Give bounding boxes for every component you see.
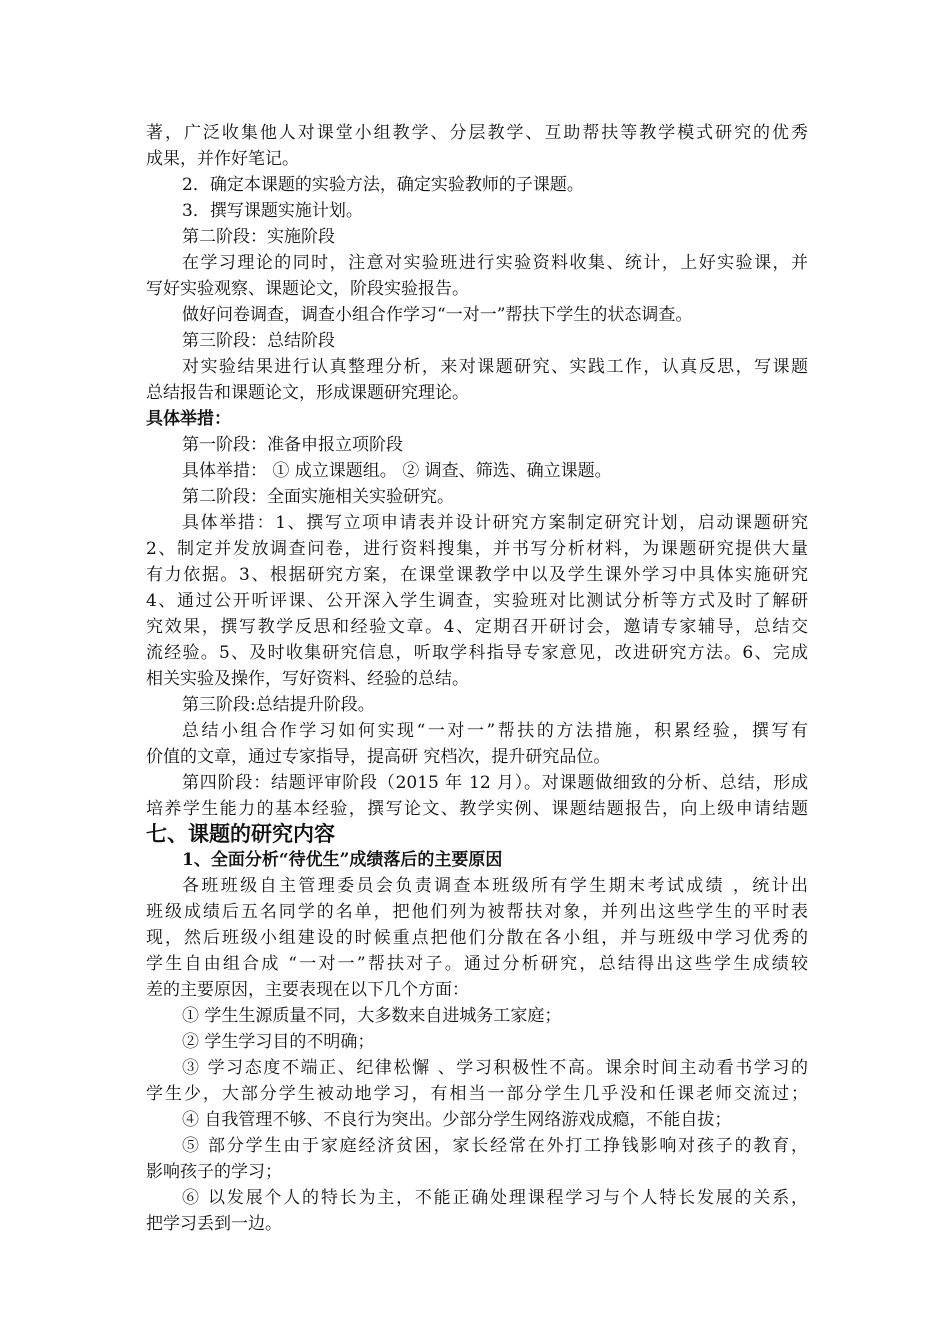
paragraph-line: 班级成绩后五名同学的名单，把他们列为被帮扶对象，并列出这些学生的平时表	[146, 902, 808, 922]
measures-heading: 具体举措：	[146, 409, 231, 429]
paragraph-line: 4、通过公开听评课、公开深入学生调查，实验班对比测试分析等方式及时了解研	[146, 591, 808, 611]
list-item: ④ 自我管理不够、不良行为突出。少部分学生网络游戏成瘾，不能自拔；	[182, 1110, 732, 1130]
paragraph-line: 流经验。5、及时收集研究信息，听取学科指导专家意见，改进研究方法。6、完成	[146, 643, 808, 663]
paragraph-line: 第四阶段：结题评审阶段（2015 年 12 月）。对课题做细致的分析、总结，形成	[182, 773, 808, 793]
paragraph-line: 培养学生能力的基本经验，撰写论文、教学实例、课题结题报告，向上级申请结题	[146, 799, 808, 819]
list-item-continued: 影响孩子的学习；	[146, 1162, 282, 1182]
paragraph-line: 对实验结果进行认真整理分析，来对课题研究、实践工作，认真反思，写课题	[182, 357, 808, 377]
paragraph-line: 做好问卷调查，调查小组合作学习“一对一”帮扶下学生的状态调查。	[182, 305, 693, 325]
paragraph-line: 究效果，撰写教学反思和经验文章。4、定期召开研讨会，邀请专家辅导，总结交	[146, 617, 808, 637]
stage-heading: 第二阶段：全面实施相关实验研究。	[182, 487, 454, 507]
paragraph-line: 成果，并作好笔记。	[146, 149, 299, 169]
paragraph-line: 2、制定并发放调查问卷，进行资料搜集，并书写分析材料，为课题研究提供大量	[146, 539, 808, 559]
stage-heading: 第三阶段:总结提升阶段。	[182, 695, 375, 715]
subsection-heading: 1、全面分析“待优生”成绩落后的主要原因	[182, 850, 503, 870]
stage-heading: 第三阶段：总结阶段	[182, 331, 335, 351]
list-item: ⑥ 以发展个人的特长为主，不能正确处理课程学习与个人特长发展的关系，	[182, 1188, 808, 1208]
paragraph-line: 各班班级自主管理委员会负责调查本班级所有学生期末考试成绩 ，统计出	[182, 876, 808, 896]
stage-heading: 第一阶段：准备申报立项阶段	[182, 435, 403, 455]
paragraph-line: 总结报告和课题论文，形成课题研究理论。	[146, 383, 469, 403]
paragraph-line: 具体举措： ① 成立课题组。 ② 调查、筛选、确立课题。	[182, 461, 612, 481]
list-item-continued: 学生少，大部分学生被动地学习，有相当一部分学生几乎没和任课老师交流过；	[146, 1084, 808, 1104]
section-heading: 七、课题的研究内容	[146, 821, 335, 846]
paragraph-line: 具体举措：1、撰写立项申请表并设计研究方案制定研究计划，启动课题研究	[182, 513, 808, 533]
list-item: ③ 学习态度不端正、纪律松懈 、学习积极性不高。课余时间主动看书学习的	[182, 1058, 808, 1078]
list-item: ⑤ 部分学生由于家庭经济贫困，家长经常在外打工挣钱影响对孩子的教育，	[182, 1136, 808, 1156]
paragraph-line: 学生自由组合成 “一对一”帮扶对子。通过分析研究，总结得出这些学生成绩较	[146, 954, 808, 974]
paragraph-line: 写好实验观察、课题论文，阶段实验报告。	[146, 279, 469, 299]
section-research-content	[146, 873, 808, 1237]
list-item: ② 学生学习目的不明确；	[182, 1032, 375, 1052]
paragraph-line: 相关实验及操作，写好资料、经验的总结。	[146, 669, 469, 689]
paragraph-line: 现，然后班级小组建设的时候重点把他们分散在各小组，并与班级中学习优秀的	[146, 928, 808, 948]
list-item: ① 学生生源质量不同，大多数来自进城务工家庭；	[182, 1006, 562, 1026]
section-plan	[146, 120, 808, 822]
stage-heading: 第二阶段：实施阶段	[182, 227, 335, 247]
paragraph-line: 在学习理论的同时，注意对实验班进行实验资料收集、统计，上好实验课，并	[182, 253, 808, 273]
paragraph-line: 有力依据。3、根据研究方案，在课堂课教学中以及学生课外学习中具体实施研究	[146, 565, 808, 585]
paragraph-line: 3．撰写课题实施计划。	[182, 201, 363, 221]
list-item-continued: 把学习丢到一边。	[146, 1214, 282, 1234]
paragraph-line: 差的主要原因，主要表现在以下几个方面：	[146, 980, 469, 1000]
paragraph-line: 2．确定本课题的实验方法，确定实验教师的子课题。	[182, 175, 584, 195]
paragraph-line: 总结小组合作学习如何实现“一对一”帮扶的方法措施，积累经验，撰写有	[182, 721, 808, 741]
paragraph-line: 著，广泛收集他人对课堂小组教学、分层教学、互助帮扶等教学模式研究的优秀	[146, 123, 808, 143]
paragraph-line: 价值的文章，通过专家指导，提高研 究档次，提升研究品位。	[146, 747, 611, 767]
